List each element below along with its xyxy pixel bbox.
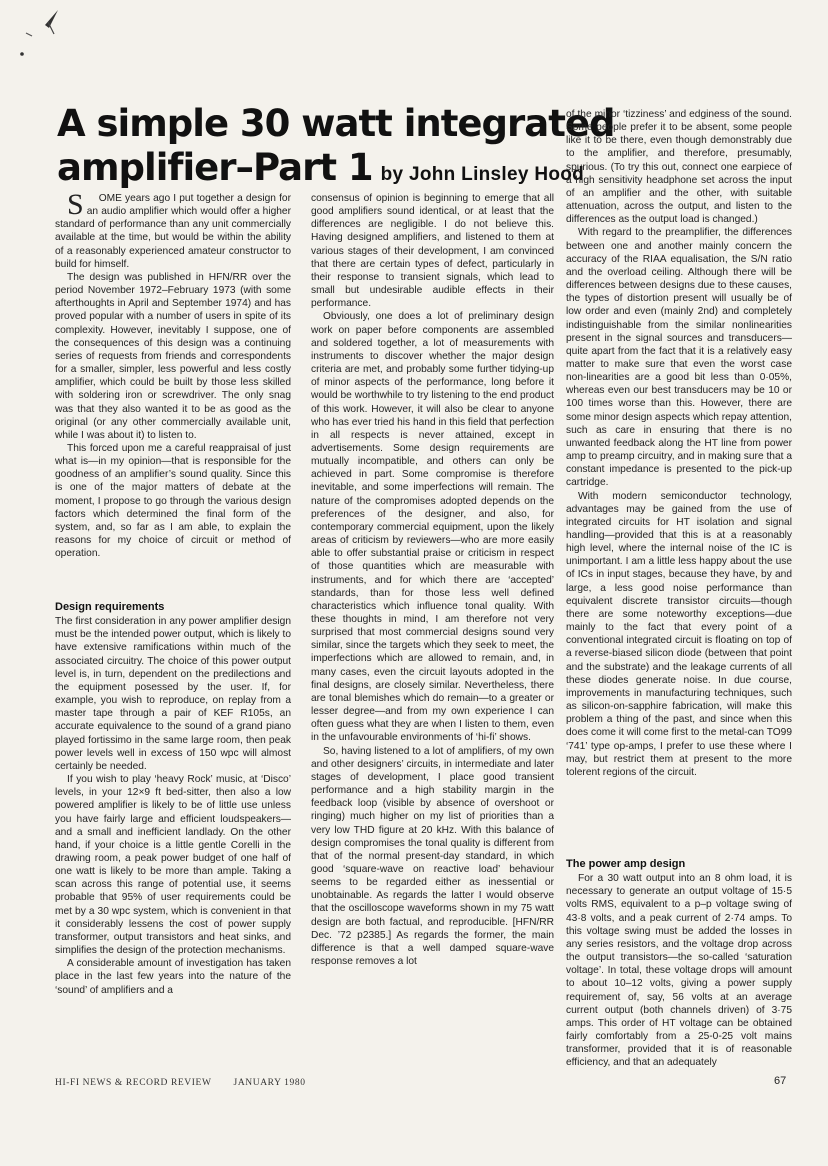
paragraph: For a 30 watt output into an 8 ohm load, it is necessary to generate an output voltage of 15·5 volts RMS, equivalent to a p–p voltage swing of 43·8 volts, and a peak current of 2·74 amps. To this voltage swing must be added the losses in any series resistors, and the voltage drop across the output transistors—the so-called ‘saturation voltage’. In total, these voltage drops will amount to about 10–12 volts, giving a power supply requirement of, say, 56 volts at an average current output (both channels driven) of 3·75 amps. This order of HT voltage can be obtained fairly comfortably from a 25-0-25 volt mains transformer, provided that it is of reasonable efficiency, and that an adequately xyxy=(566,873,792,1069)
article-header xyxy=(57,102,615,197)
article-byline: by John Linsley Hood xyxy=(380,164,585,185)
intro-paragraph-text: OME years ago I put together a design for an audio amplifier which would offer a higher standard of performance than any unit commercially available at the time, but would be within the ability of a reasonably experienced amateur constructor to build for himself. xyxy=(55,193,291,270)
text-column-1-lower xyxy=(55,601,291,1061)
paragraph: This forced upon me a careful reappraisal of just what is—in my opinion—that is responsible for the goodness of an amplifier’s sound quality. Since this is one of the major matters of debate at the moment, I propose to go through the various design factors which determined the final form of the system, and, so far as I am able, to explain the reasons for my choice of circuit or method of operation. xyxy=(55,442,291,560)
paragraph: With modern semiconductor technology, advantages may be gained from the use of integrated circuits for HT isolation and signal handling—provided that this is at a reasonably high level, where the internal noise of the IC is unimportant. I am a little less happy about the use of ICs in input stages, because they have, by and large, a less good noise performance than equivalent discrete transistor circuits—though there are some noteworthy exceptions—due mainly to the fact that every point of a conventional integrated circuit is floating on top of a reverse-biased silicon diode (between that point and the substrate) and the leakage currents of all these diodes generate noise. In due course, improvements in manufacturing techniques, such as silicon-on-sapphire fabrication, will make this problem a thing of the past, and since when this does come it will come first to the metal-can TO99 ‘741’ type op-amps, I prefer to use these where I may, but restrict them at present to the more tolerent regions of the circuit. xyxy=(566,490,792,778)
article-title-part: amplifier–Part 1 xyxy=(57,146,373,189)
drop-cap: S xyxy=(67,188,84,221)
intro-paragraph xyxy=(55,188,291,271)
paragraph: of the minor ‘tizziness’ and edginess of the sound. Some people prefer it to be absent, some people like it to be there, even though demonstrably due to the amplifier, and therefore, presumably, spurious. (To try this out, connect one earpiece of a high sensitivity headphone set across the input of an amplifier and the other, with suitable attenuation, across the output, and listen to the differences as the output load is changed.) xyxy=(566,109,792,226)
paragraph: So, having listened to a lot of amplifiers, of my own and other designers’ circuits, in intermediate and later stages of development, I place good transient performance and a high stability margin in the feedback loop (visible by absence of overshoot or ringing) much higher on my list of priorities than a very low THD figure at 20 kHz. With this balance of design compromises the tonal quality is different from that of the normal present-day standard, in which good ‘square-wave on reactive load’ behaviour seems to be regarded either as inessential or unobtainable. As regards the latter I would observe that the oscilloscope waveforms shown in my 75 watt design are both factual, and reproducible. [HFN/RR Dec. ’72 p2385.] As regards the former, the main difference is that a well damped square-wave response removes a lot xyxy=(311,745,554,968)
text-column-3-lower xyxy=(566,858,792,1069)
page-footer xyxy=(55,1078,306,1088)
section-heading-design-requirements: Design requirements xyxy=(55,601,165,613)
article-title-line-1: A simple 30 watt integrated xyxy=(57,102,615,145)
scan-mark-icon xyxy=(18,6,62,58)
paragraph: If you wish to play ‘heavy Rock’ music, at ‘Disco’ levels, in your 12×9 ft bed-sitter, then also a low powered amplifier is likely to be of little use unless you have fairly large and efficient loudspeakers—and a small and inefficient landlady. On the other hand, if your choice is a little gentle Corelli in the drawing room, a peak power budget of one half of one watt is likely to be more than ample. Taking a scan across this range of potential use, it seems probable that 95% of user requirements could be met by a 30 wpc system, which is convenient in that it considerably lessens the cost of power supply transformer, output transistors and heat sinks, and simplifies the design of the protection mechanisms. xyxy=(55,774,291,957)
paragraph: consensus of opinion is beginning to emerge that all good amplifiers sound identical, or at least that the differences are negligible. I do not believe this. Having designed amplifiers, and listened to them at various stages of their development, I am convinced that there are certain types of defect, particularly in their response to transient signals, which lead to small but undesirable audible effects in their performance. xyxy=(311,193,554,310)
article-title-line-2 xyxy=(57,146,585,197)
paragraph: Obviously, one does a lot of preliminary design work on paper before components are assembled and soldered together, a lot of measurements with instruments to discover whether the major design criteria are met, and probably some further tidying-up of minor aspects of the performance, long before it would be worthwhile to try listening to the end product of this work. However, it will also be clear to anyone who has ever tried his hand in this field that perfection in all respects is never attained, except in advertisements. Some design requirements are mutually incompatible, and others can only be achieved in part. Some compromise is therefore inevitable, and some imperfections will remain. The nature of the compromises adopted depends on the preferences of the designer, and also, for contemporary commercial equipment, upon the likely areas of criticism by reviewers—who are more easily able to offer substantial praise or criticism in respect of those quantities which are measurable with instruments, and for which there are ‘accepted’ standards, than for those less well defined characteristics which influence tonal quality. With these thoughts in mind, I am therefore not very surprised that most commercial designs sound very similar, since the targets which they seek to meet, the imperfections which are allowed to remain, and, in many cases, even the circuit layouts adopted in the final designs, are closely similar. Nevertheless, there are tonal blemishes which do remain—to a greater or lesser degree—and from my own experience I can often guess what they are when I listen to them, even in the unfavourable environments of ‘hi-fi’ shows. xyxy=(311,311,554,744)
text-column-2 xyxy=(311,192,554,1062)
page-number: 67 xyxy=(774,1075,787,1087)
section-heading-power-amp-design: The power amp design xyxy=(566,858,686,870)
paragraph: A considerable amount of investigation has taken place in the last few years into the nature of the ‘sound’ of amplifiers and a xyxy=(55,958,291,996)
paragraph: With regard to the preamplifier, the differences between one and another mainly concern the accuracy of the RIAA equalisation, the S/N ratio and the overload ceiling. Although there will be differences between designs due to these causes, the types of distortion present will usually be of low order and even (mainly 2nd) and completely indistinguishable from the similar nonlinearities present in the signal sources and transducers—quite apart from the fact that it is a relatively easy matter to make sure that even the worst case non-linearities are a good bit less than 0·05%, whereas even our best transducers may be 10 or 100 times worse than this. However, there are some minor design aspects which repay attention, such as care in ensuring that there is no unwanted feedback along the HT line from power amp to preamp circuitry, and in making sure that a constant impedance is presented to the pick-up cartridge. xyxy=(566,227,792,489)
paragraph: The first consideration in any power amplifier design must be the intended power output, which is likely to have extensive ramifications within much of the associated circuitry. The choice of this power output level is, in turn, dependent on the predilections and the equipment posessed by the user. If, for example, you wish to reproduce, on replay from a master tape through a pair of KEF R105s, an accurate equivalence to the sound of a grand piano played fortissimo in the same large room, then peak power levels well in excess of 150 wpc will almost certainly be needed. xyxy=(55,616,291,772)
text-column-3 xyxy=(566,108,792,853)
issue-date: JANUARY 1980 xyxy=(233,1078,306,1088)
publication-name: HI-FI NEWS & RECORD REVIEW xyxy=(55,1078,212,1088)
paragraph: The design was published in HFN/RR over the period November 1972–February 1973 (with some afterthoughts in April and September 1974) and has proved popular with a number of users in spite of its complexity. However, inevitably I suppose, one of the consequences of this design was a continuing series of requests from friends and correspondents for a smaller, simpler, less powerful and less costly amplifier, which could be built by those less skilled with soldering iron or screwdriver. The only snag was that they also wanted it to be as good as the original (or any other commercially available unit, while I was about it) to listen to. xyxy=(55,271,291,441)
